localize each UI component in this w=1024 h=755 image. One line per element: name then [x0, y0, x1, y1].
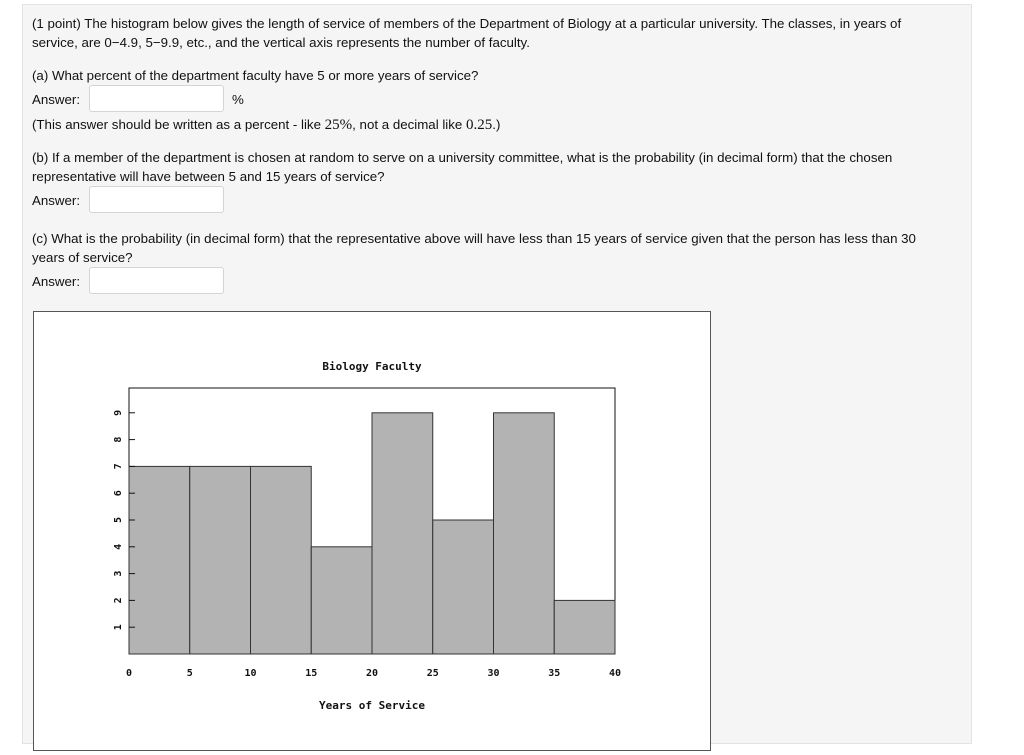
x-tick-label: 35	[548, 668, 561, 679]
y-tick-label: 4	[113, 543, 124, 550]
part-a-note-example-2: 0.25	[466, 117, 493, 133]
y-tick-label: 2	[113, 597, 124, 604]
histogram-bar	[251, 466, 312, 654]
part-a-unit: %	[232, 92, 244, 107]
part-c-answer-input[interactable]	[89, 267, 224, 294]
part-a-answer-input[interactable]	[89, 85, 224, 112]
x-tick-label: 10	[244, 668, 257, 679]
part-a-question: (a) What percent of the department faculty have 5 or more years of service?	[32, 68, 479, 83]
part-a-note-suffix: .)	[492, 117, 501, 132]
x-tick-label: 40	[608, 668, 622, 679]
x-tick-label: 20	[365, 668, 379, 679]
part-a-note-prefix: (This answer should be written as a percent - like	[32, 117, 325, 132]
histogram-figure	[33, 311, 711, 751]
y-tick-label: 9	[113, 409, 124, 416]
x-tick-label: 15	[305, 668, 318, 679]
histogram-bar	[129, 466, 190, 654]
part-a-answer-label: Answer:	[32, 92, 81, 107]
part-a-note	[32, 115, 500, 135]
y-tick-label: 1	[113, 624, 124, 631]
y-tick-label: 5	[113, 516, 124, 524]
x-tick-label: 0	[125, 668, 133, 679]
histogram-bar	[190, 466, 251, 654]
part-b-answer-label: Answer:	[32, 193, 81, 208]
intro-line-1: (1 point) The histogram below gives the length of service of members of the Department of Biology at a particular university. The classes, in years of	[32, 16, 902, 31]
histogram-bar	[372, 413, 433, 654]
y-tick-label: 3	[113, 570, 124, 577]
part-a-note-example-1: 25%	[324, 117, 353, 133]
histogram-bar	[311, 547, 372, 654]
x-tick-label: 5	[186, 668, 193, 679]
part-b-line-1: (b) If a member of the department is chosen at random to serve on a university committee, what is the probability (in decimal form) that the chosen	[32, 150, 893, 165]
part-b-line-2: representative will have between 5 and 15 years of service?	[32, 169, 385, 184]
problem-panel	[22, 4, 972, 744]
part-c-answer-label: Answer:	[32, 274, 81, 289]
histogram-chart	[34, 312, 710, 750]
x-axis-label: Years of Service	[319, 699, 425, 712]
y-tick-label: 8	[113, 436, 124, 443]
x-tick-label: 25	[426, 668, 439, 679]
x-tick-label: 30	[487, 668, 500, 679]
y-tick-label: 7	[113, 463, 124, 470]
chart-title: Biology Faculty	[322, 360, 422, 373]
part-b-answer-input[interactable]	[89, 186, 224, 213]
histogram-bar	[433, 520, 494, 654]
y-tick-label: 6	[113, 490, 124, 497]
histogram-bar	[494, 413, 555, 654]
part-c-line-1: (c) What is the probability (in decimal form) that the representative above will have less than 15 years of service given that the person has less than 30	[32, 231, 916, 246]
part-a-note-middle: , not a decimal like	[352, 117, 466, 132]
intro-line-2: service, are 0−4.9, 5−9.9, etc., and the vertical axis represents the number of faculty.	[32, 35, 530, 50]
part-c-line-2: years of service?	[32, 250, 133, 265]
histogram-bar	[554, 600, 615, 654]
